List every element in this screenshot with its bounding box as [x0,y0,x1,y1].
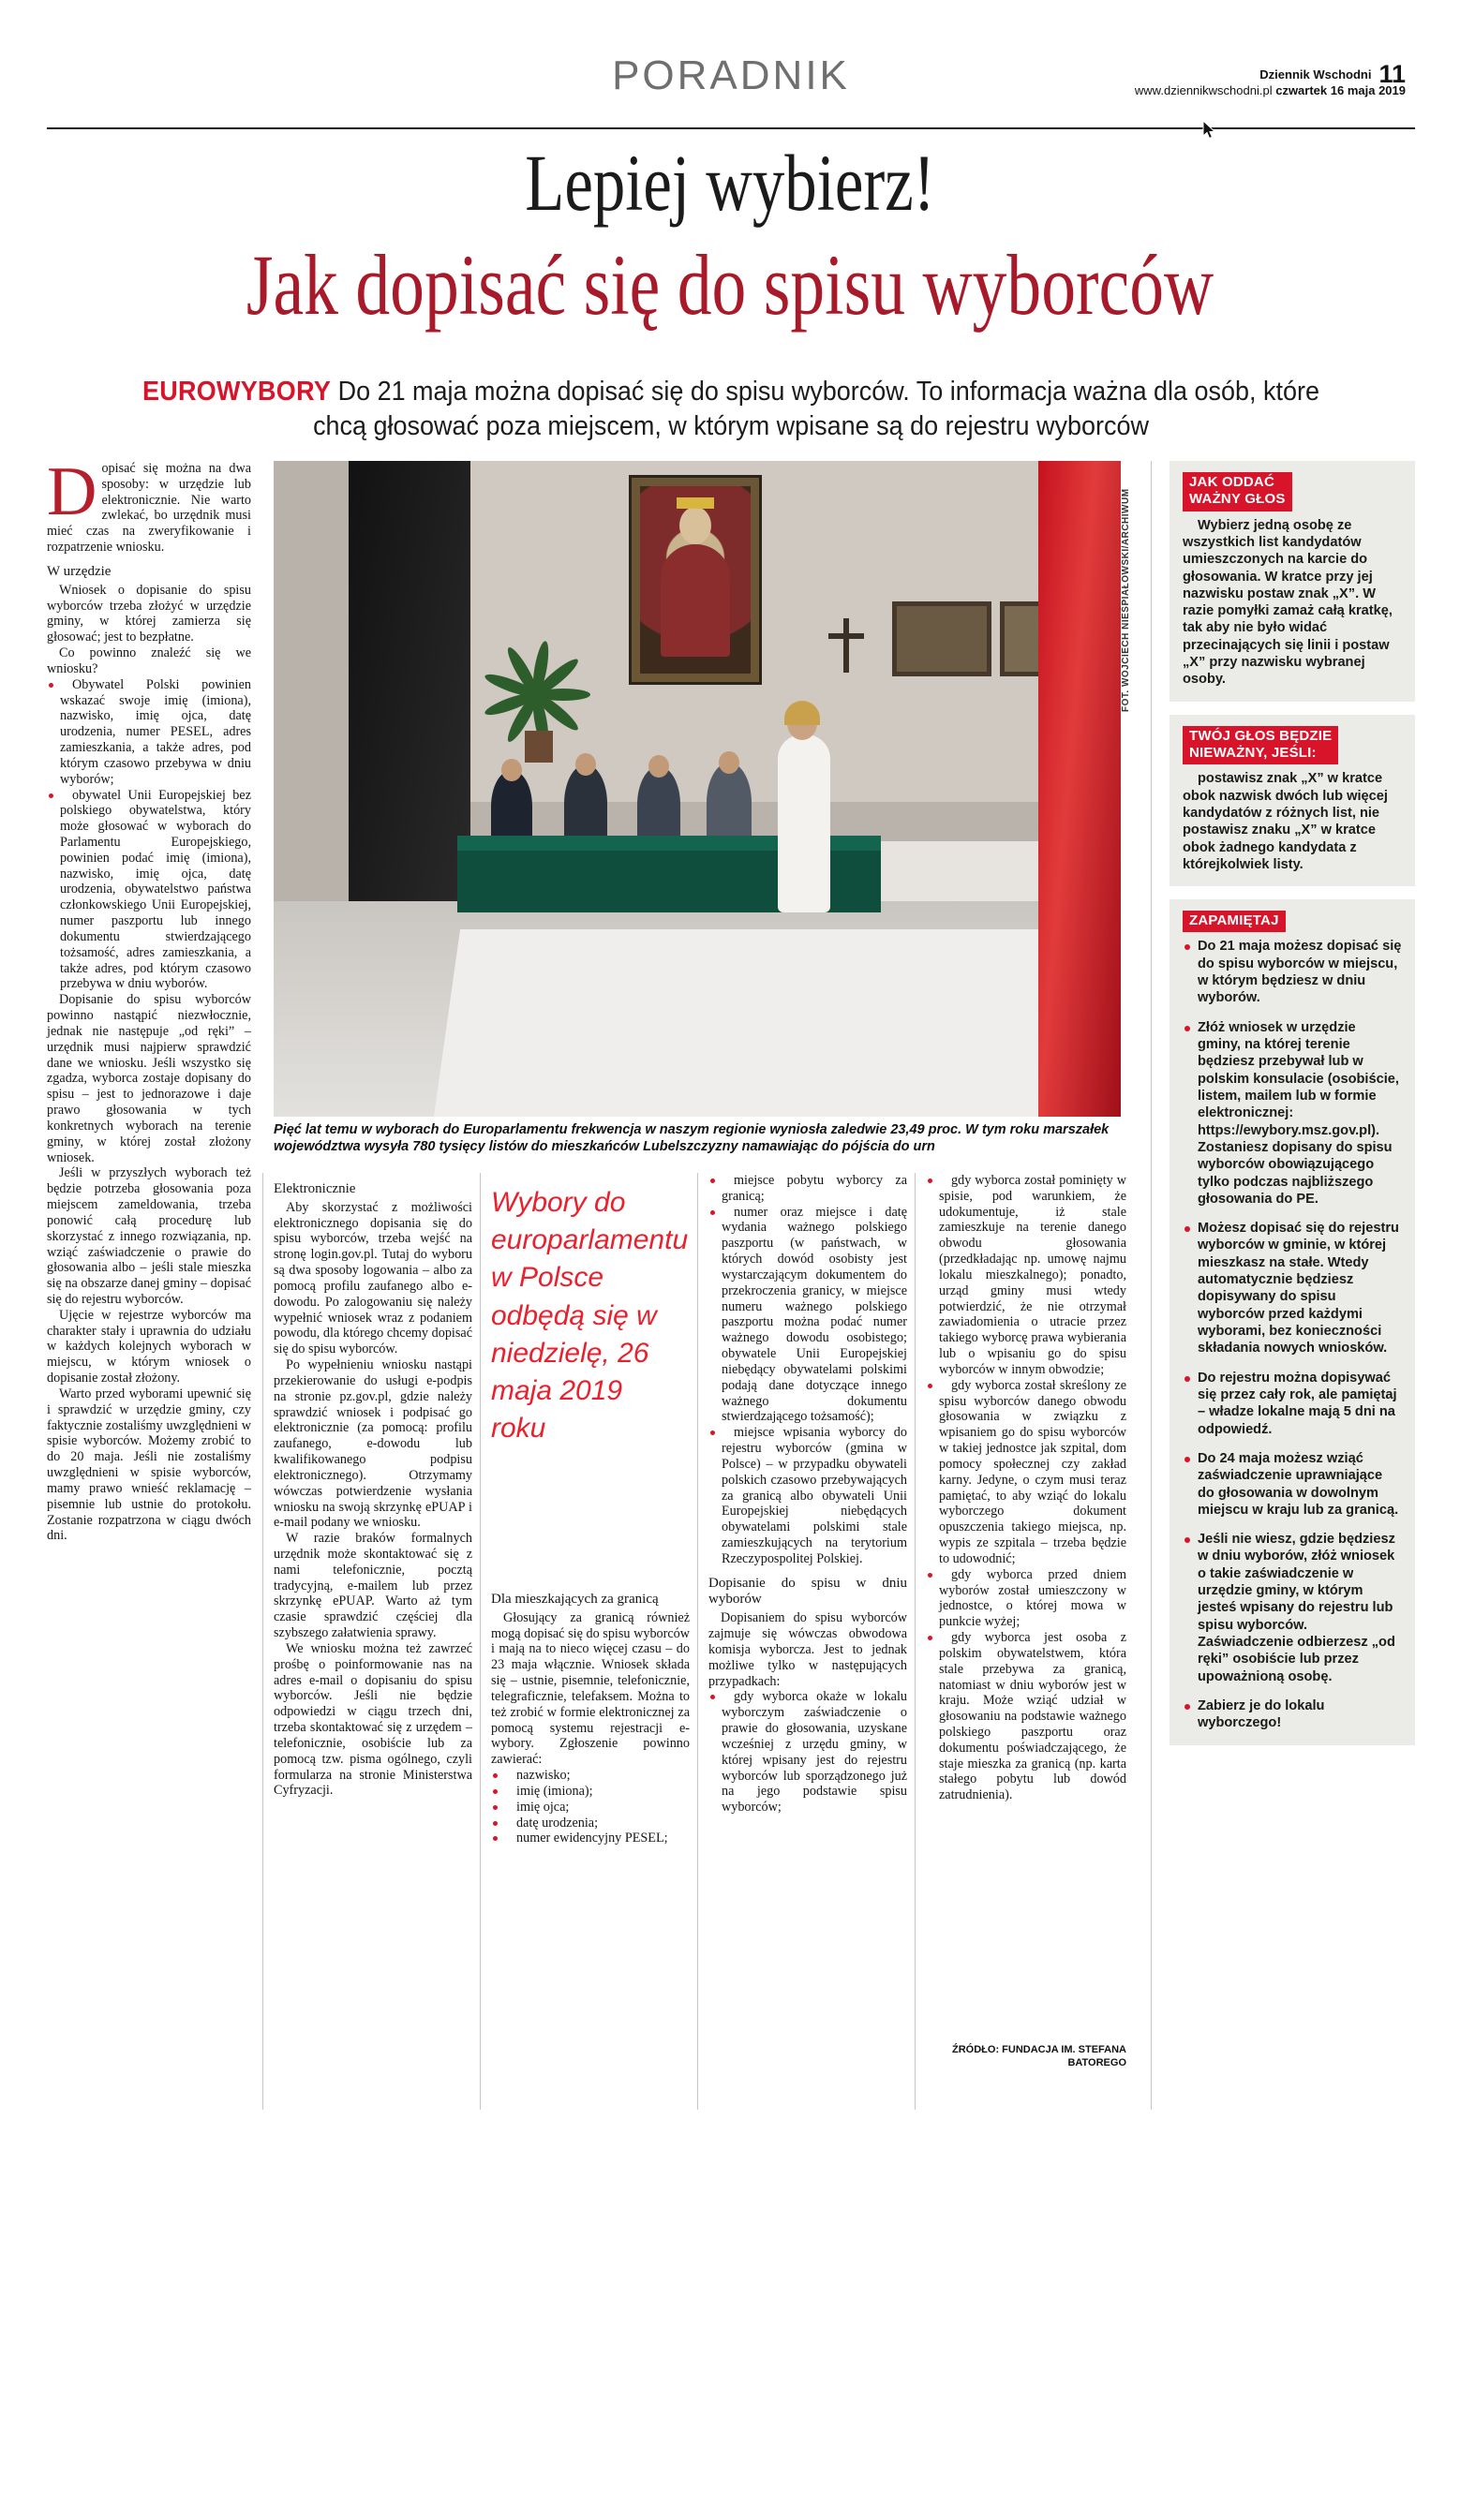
subheading-elektronicznie: Elektronicznie [274,1181,356,1196]
subheading-w-urzedzie: W urzędzie [47,563,112,579]
article-source: ŹRÓDŁO: FUNDACJA IM. STEFANA BATOREGO [952,2044,1126,2068]
zapamietaj-list [1183,938,1402,1731]
column-divider [697,1173,698,2110]
box-tag-line2: NIEWAŻNY, JEŚLI: [1189,745,1317,762]
subheading-dopisanie-w-dniu-wyborow: Dopisanie do spisu w dniu wyborów [708,1575,907,1608]
list-item: nazwisko; [491,1768,690,1784]
list-item: Do 24 maja możesz wziąć zaświadczenie uprawniające do głosowania w dowolnym miejscu w kraju lub za granicą. [1183,1450,1402,1519]
list-item: imię (imiona); [491,1784,690,1800]
rail-divider [1151,461,1152,2110]
paragraph: Dopisaniem do spisu wyborców zajmuje się wówczas obwodowa komisja wyborcza. Jest to jednak możliwe tylko w następujących przypadkach: [708,1610,907,1689]
sidebar-box-glos-niewazny [1169,715,1415,886]
mouse-cursor-icon [1202,120,1217,141]
article-photo [274,461,1145,1117]
list-item: gdy wyborca przed dniem wyborów został umieszczony w jednostce, o której mowa w punkcie wyżej; [926,1567,1126,1630]
paragraph: W razie braków formalnych urzędnik może skontaktować się z nami telefonicznie, pocztą tradycyjną, e-mailem lub przez skrzynkę ePUAP. Warto aż tym czasie sprawdzić częściej dla szybszego załatwienia sprawy. [274,1531,472,1641]
potted-plant [484,637,588,740]
paragraph: Dopisanie do spisu wyborców powinno nastąpić niezwłocznie, jednak nie następuje „od ręki” – urzędnik musi najpierw sprawdzić dane we wniosku. Jeśli wszystko się zgadza, wyborca zostaje dopisany do spisu – jest to jednorazowe i daje prawo głosowania w tych konkretnych wyborach na terenie gminy, w której został złożony wniosek. [47,992,251,1165]
lead-kicker: EUROWYBORY [142,377,332,407]
photo-credit: FOT. WOJCIECH NIEŚPIAŁOWSKI/ARCHIWUM [1121,488,1131,712]
list-item: obywatel Unii Europejskiej bez polskiego obywatelstwa, który może głosować w wyborach do Parlamentu Europejskiego, powinien podać imię (imiona), nazwisko, imię ojca, datę urodzenia, obywatelstwo państwa członkowskiego Unii Europejskiej, numer paszportu lub innego dokumentu stwierdzającego tożsamość, adres zamieszkania, a także adres, pod którym czasowo przebywa w dniu wyborów. [47,788,251,993]
article-column-d [926,1173,1126,2110]
list-item: Złóż wniosek w urzędzie gminy, na której terenie będziesz przebywał lub w polskim konsulacie (osobiście, listem, mailem lub w formie elektronicznej: https://ewybory.msz.gov.pl). Zostaniesz dopisany do spisu wyborców obowiązującego tylko podczas najbliższego głosowania do PE. [1183,1019,1402,1208]
intro-text: opisać się można na dwa sposoby: w urzędzie lub elektronicznie. Nie warto zwlekać, bo urzędnik musi mieć czas na zweryfikowanie i rozpatrzenie wniosku. [47,461,251,556]
list-item: miejsce pobytu wyborcy za granicą; [708,1173,907,1205]
list-item: miejsce wpisania wyborcy do rejestru wyborców (gmina w Polsce) – w przypadku obywateli polskich czasowo przebywających za granicą albo obywateli Unii Europejskiej niebędących obywatelami polskimi stale zamieszkujących na terytorium Rzeczypospolitej Polskiej. [708,1425,907,1566]
list-item: Do rejestru można dopisywać się przez cały rok, ale pamiętaj – władze lokalne mają 5 dni na odpowiedź. [1183,1370,1402,1438]
headline-secondary: Jak dopisać się do spisu wyborców [246,237,1214,333]
article-column-b [491,1583,690,2520]
list-item: Jeśli nie wiesz, gdzie będziesz w dniu wyborów, złóż wniosek o takie zaświadczenie w urzędzie gminy, w którym jesteś wpisany do rejestru lub spisu wyborców. Zaświadczenie odbierzesz „od ręki” osobiście lub przez upoważnioną osobę. [1183,1531,1402,1685]
masthead-info [1135,62,1406,97]
paper-name: Dziennik Wschodni [1259,67,1372,82]
paragraph: Jeśli w przyszłych wyborach też będzie potrzeba głosowania poza miejscem zameldowania, trzeba ponowić całą procedurę lub skorzystać z innego rozwiązania, np. wziąć zaświadczenie o prawie do głosowania albo – jeśli stale mieszka się na obszarze danej gminy – dopisać się do rejestru wyborców. [47,1165,251,1307]
paper-website[interactable]: www.dziennikwschodni.pl [1134,82,1273,97]
paragraph: Warto przed wyborami upewnić się i sprawdzić w urzędzie gminy, czy faktycznie zostaliśmy uwzględnieni w spisie wyborców. Możemy zrobić to do 20 maja. Jeśli nie zostaliśmy uwzględnieni w spisie wyborców, mamy prawo wnieść reklamację – pisemnie lub ustnie do protokołu. Zostanie rozpatrzona w ciągu dwóch dni. [47,1386,251,1544]
list-item: Zabierz je do lokalu wyborczego! [1183,1697,1402,1732]
list-item: Możesz dopisać się do rejestru wyborców w gminie, w której mieszkasz na stałe. Wtedy automatycznie będziesz dopisywany do spisu wyborców przed każdymi wyborami, bez konieczności składania nowych wniosków. [1183,1220,1402,1357]
box-tag: ZAPAMIĘTAJ [1183,911,1286,932]
column-divider [262,1173,263,2110]
list-item: gdy wyborca został skreślony ze spisu wyborców danego obwodu głosowania w związku z wpisaniem go do spisu wyborców w takiej jednostce jak szpital, dom pomocy społecznej czy zakład karny. Jedyne, o czym musi teraz pamiętać, to aby wziąć do lokalu wyborczego dokument opuszczenia takiego miejsca, np. wypis ze szpitala – trzeba będzie to udowodnić; [926,1378,1126,1567]
section-title: PORADNIK [612,52,850,98]
list-item: numer oraz miejsce i datę wydania ważnego polskiego paszportu (w państwach, w których dowód osobisty jest wystarczającym dokumentem do przekroczenia granicy, w miejsce numeru ważnego polskiego paszportu można podać numer ważnego dowodu osobistego; obywatele Unii Europejskiej niebędący obywatelami polskimi podają dane dotyczące innego ważnego dokumentu stwierdzającego tożsamość); [708,1205,907,1426]
drop-cap: D [47,453,97,530]
headline-primary: Lepiej wybierz! [525,138,935,228]
lead-text: Do 21 maja można dopisać się do spisu wyborców. To informacja ważna dla osób, które chcą głosować poza miejscem, w którym wpisane są do rejestru wyborców [313,377,1319,442]
paragraph: Aby skorzystać z możliwości elektronicznego dopisania się do spisu wyborców, trzeba wejść na stronę login.gov.pl. Tutaj do wyboru są dwa sposoby logowania – albo za pomocą profilu zaufanego albo e-dowodu. Po zalogowaniu się należy wypełnić wniosek wraz z podaniem powodu, dla którego chcemy dopisać się do spisu wyborców. [274,1199,472,1357]
box-text: postawisz znak „X” w kratce obok nazwisk dwóch lub więcej kandydatów z różnych list, nie postawisz znaku „X” w kratce obok żadnego kandydata z którejkolwiek listy. [1183,771,1388,872]
sidebar-rail [1169,461,1415,1758]
box-text: Wybierz jedną osobę ze wszystkich list kandydatów umieszczonych na karcie do głosowania. W kratce przy jej nazwisku postaw znak „X”. W razie pomyłki zamaż całą kratkę, tak aby nie było widać przecinających się linii i postaw „X” przy nazwisku wybranej osoby. [1183,517,1393,688]
list-item: gdy wyborca został pominięty w spisie, pod warunkiem, że udokumentuje, iż stale zamieszkuje na terenie danego obwodu głosowania (przedkładając np. umowę najmu lokalu mieszkalnego); ponadto, urząd gminy musi wtedy potwierdzić, że nie otrzymał zawiadomienia o utracie przez takiego wyborcę prawa wybierania lub o wpisaniu go do spisu wyborców w innym obwodzie; [926,1173,1126,1378]
paragraph: We wniosku można też zawrzeć prośbę o poinformowanie nas na adres e-mail o dopisaniu do spisu wyborców. Jeśli nie będzie odpowiedzi w ciągu trzech dni, trzeba skontaktować się z urzędem – telefonicznie, osobiście lub za pomocą tzw. pisma ogólnego, czyli formularza na stronie Ministerstwa Cyfryzacji. [274,1640,472,1799]
sidebar-box-zapamietaj [1169,899,1415,1744]
list-item: numer ewidencyjny PESEL; [491,1831,690,1846]
subheading-za-granica: Dla mieszkających za granicą [491,1592,659,1607]
list-item: Do 21 maja możesz dopisać się do spisu wyborców w miejscu, w którym będziesz w dniu wyborów. [1183,938,1402,1006]
lead-paragraph [121,375,1341,444]
box-tag [1183,726,1338,765]
article-column-c [708,1173,907,2110]
issue-date: czwartek 16 maja 2019 [1275,82,1406,97]
article-column-a [274,1173,472,2110]
box-tag-line1: TWÓJ GŁOS BĘDZIE [1189,727,1333,744]
list-item: gdy wyborca jest osoba z polskim obywatelstwem, która stale przebywa za granicą, natomiast w dniu wyborów jest w kraju. Może wziąć udział w głosowaniu na podstawie ważnego polskiego paszportu oraz dokumentu poświadczającego, że staje mieszka za granicą (np. karta stałego pobytu lub dowód zatrudnienia). [926,1630,1126,1803]
article-column-left [47,453,251,2110]
paragraph: Po wypełnieniu wniosku nastąpi przekierowanie do usługi e-podpis na stronie pz.gov.pl, gdzie należy sprawdzić wniosek i podpisać go elektronicznie (za pomocą: profilu zaufanego, e-dowodu lub kwalifikowanego podpisu elektronicznego). Otrzymamy wówczas potwierdzenie wysłania wniosku na swoją skrzynkę ePUAP i e-mail podany we wniosku. [274,1357,472,1531]
page-number: 11 [1378,60,1406,88]
list-item: datę urodzenia; [491,1816,690,1831]
photo-caption: Pięć lat temu w wyborach do Europarlamentu frekwencja w naszym regionie wyniosła zaledwie 23,49 proc. W tym roku marszałek województwa wysyła 780 tysięcy listów do mieszkańców Lubelszczyzny namawiając do pójścia do urn [274,1122,1110,1154]
box-tag [1183,472,1292,511]
column-divider [480,1173,481,2110]
list-item: imię ojca; [491,1800,690,1816]
column-divider [915,1173,916,2110]
paragraph: Wniosek o dopisanie do spisu wyborców trzeba złożyć w urzędzie gminy, w której zamierza się głosować; jest to bezpłatne. [47,582,251,645]
box-tag-line2: WAŻNY GŁOS [1189,491,1286,508]
box-tag-line1: JAK ODDAĆ [1189,474,1274,490]
paragraph: Ujęcie w rejestrze wyborców ma charakter stały i uprawnia do udziału w każdych kolejnych wyborach w miejscu, w którym wniosek o dopisanie został złożony. [47,1307,251,1386]
sidebar-box-jak-oddac-wazny-glos [1169,461,1415,702]
pull-quote: Wybory do europarlamentu w Polsce odbędą się w niedzielę, 26 maja 2019 roku [491,1187,689,1445]
list-item: Obywatel Polski powinien wskazać swoje imię (imiona), nazwisko, imię ojca, datę urodzenia, numer PESEL, adres zamieszkania, a także adres, pod którym czasowo przebywa w dniu wyborów; [47,677,251,788]
list-item: gdy wyborca okaże w lokalu wyborczym zaświadczenie o prawie do głosowania, uzyskane wcześniej z urzędu gminy, w której wpisany jest do rejestru wyborców lub sporządzonego już na jego podstawie spisu wyborców; [708,1689,907,1816]
paragraph: Co powinno znaleźć się we wniosku? [47,645,251,676]
paragraph: Głosujący za granicą również mogą dopisać się do spisu wyborców i mają na to nieco więcej czasu – do 23 maja włącznie. Wniosek składa się – ustnie, pisemnie, telefonicznie, telegraficznie, telefaksem. Można to też zrobić w formie elektronicznej za pomocą systemu rejestracji e-wybory. Zgłoszenie powinno zawierać: [491,1609,690,1768]
